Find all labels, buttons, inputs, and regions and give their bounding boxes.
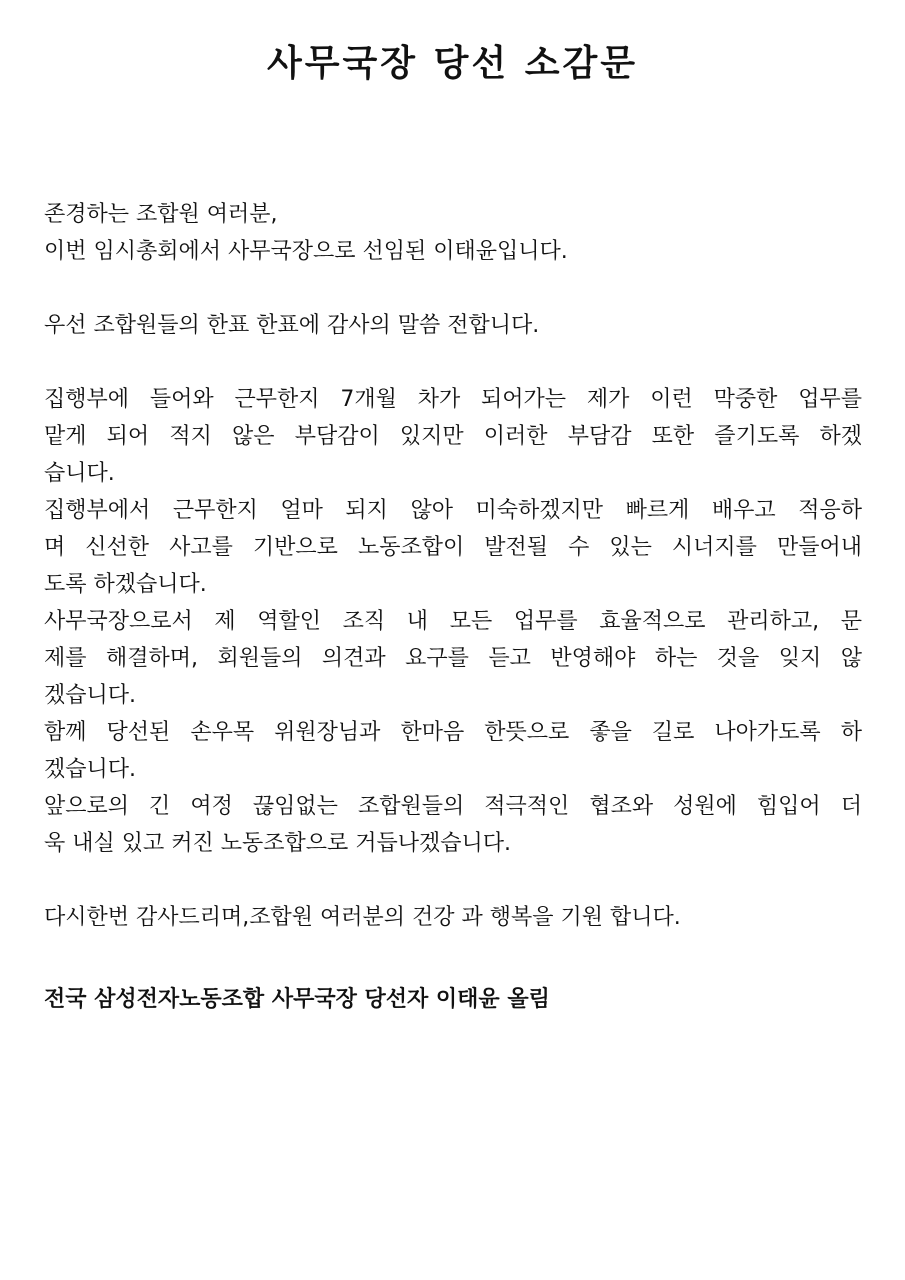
paragraph-gap xyxy=(44,270,862,307)
body-line: 집행부에서 근무한지 얼마 되지 않아 미숙하겠지만 빠르게 배우고 적응하 xyxy=(44,498,862,523)
signature-line: 전국 삼성전자노동조합 사무국장 당선자 이태윤 올림 xyxy=(44,987,550,1012)
body-line: 사무국장으로서 제 역할인 조직 내 모든 업무를 효율적으로 관리하고, 문 xyxy=(44,609,862,634)
thanks-line: 우선 조합원들의 한표 한표에 감사의 말씀 전합니다. xyxy=(44,313,540,338)
body-line: 겠습니다. xyxy=(44,683,137,708)
document-body xyxy=(44,196,862,1018)
body-line: 앞으로의 긴 여정 끊임없는 조합원들의 적극적인 협조와 성원에 힘입어 더 xyxy=(44,794,862,819)
document-title: 사무국장 당선 소감문 xyxy=(266,43,639,84)
body-line: 함께 당선된 손우목 위원장님과 한마음 한뜻으로 좋을 길로 나아가도록 하 xyxy=(44,720,862,745)
body-line: 며 신선한 사고를 기반으로 노동조합이 발전될 수 있는 시너지를 만들어내 xyxy=(44,535,862,560)
greeting-line: 존경하는 조합원 여러분, xyxy=(44,202,278,227)
body-line: 도록 하겠습니다. xyxy=(44,572,207,597)
paragraph-gap xyxy=(44,936,862,973)
greeting-line: 이번 임시총회에서 사무국장으로 선임된 이태윤입니다. xyxy=(44,239,568,264)
body-line: 습니다. xyxy=(44,461,115,486)
body-line: 욱 내실 있고 커진 노동조합으로 거듭나겠습니다. xyxy=(44,831,512,856)
body-line: 겠습니다. xyxy=(44,757,137,782)
closing-line: 다시한번 감사드리며,조합원 여러분의 건강 과 행복을 기원 합니다. xyxy=(44,905,681,930)
body-line: 제를 해결하며, 회원들의 의견과 요구를 듣고 반영해야 하는 것을 잊지 않 xyxy=(44,646,862,671)
body-line: 맡게 되어 적지 않은 부담감이 있지만 이러한 부담감 또한 즐기도록 하겠 xyxy=(44,424,862,449)
body-line: 집행부에 들어와 근무한지 7개월 차가 되어가는 제가 이런 막중한 업무를 xyxy=(44,387,862,412)
paragraph-gap xyxy=(44,344,862,381)
paragraph-gap xyxy=(44,862,862,899)
